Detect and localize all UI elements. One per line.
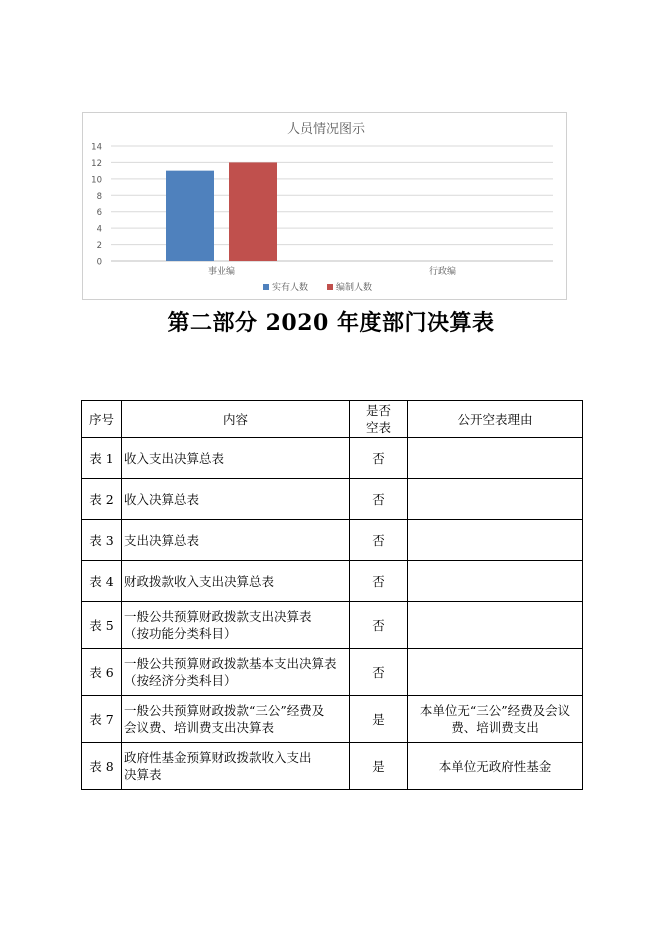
row-num: 表 5	[82, 602, 122, 649]
row-reason-line: 费、培训费支出	[451, 720, 539, 735]
header-num: 序号	[82, 401, 122, 438]
row-is-empty: 是	[350, 743, 408, 790]
row-content	[122, 602, 350, 649]
y-tick-label: 14	[91, 142, 102, 153]
row-content-line: 会议费、培训费支出决算表	[124, 720, 275, 735]
row-is-empty: 否	[350, 649, 408, 696]
legend-label: 实有人数	[272, 283, 309, 293]
table-header-row	[82, 401, 583, 438]
y-tick-label: 0	[96, 257, 102, 268]
row-content-line: 一般公共预算财政拨款“三公”经费及	[124, 703, 325, 718]
table-row	[82, 561, 583, 602]
row-num: 表 8	[82, 743, 122, 790]
staff-chart	[82, 112, 567, 300]
row-content-line: 财政拨款收入支出决算总表	[124, 573, 275, 589]
y-tick-label: 12	[91, 158, 102, 169]
bar-authorized-0	[229, 162, 277, 261]
header-reason: 公开空表理由	[408, 401, 583, 438]
row-content-line: 决算表	[124, 767, 162, 782]
row-reason	[408, 602, 583, 649]
row-is-empty: 否	[350, 479, 408, 520]
y-tick-label: 6	[96, 208, 102, 219]
row-reason-line: 本单位无“三公”经费及会议	[419, 703, 571, 718]
row-reason	[408, 696, 583, 743]
row-content-line: 支出决算总表	[124, 532, 200, 548]
row-reason	[408, 479, 583, 520]
chart-title: 人员情况图示	[286, 122, 366, 137]
row-content-line: （按经济分类科目）	[124, 673, 237, 688]
row-content-line: 政府性基金预算财政拨款收入支出	[124, 750, 312, 765]
row-content-line: 一般公共预算财政拨款基本支出决算表	[124, 656, 337, 671]
row-content-line: 一般公共预算财政拨款支出决算表	[124, 609, 312, 624]
legend-swatch	[327, 284, 333, 290]
x-category-label: 事业编	[207, 267, 236, 277]
row-content	[122, 438, 350, 479]
table-row	[82, 649, 583, 696]
table-row	[82, 743, 583, 790]
x-category-label: 行政编	[428, 267, 457, 277]
row-reason	[408, 649, 583, 696]
row-content	[122, 479, 350, 520]
row-content	[122, 649, 350, 696]
row-reason-line: 本单位无政府性基金	[438, 758, 552, 774]
staff-bar-chart	[83, 113, 568, 301]
row-num: 表 7	[82, 696, 122, 743]
row-content-line: （按功能分类科目）	[124, 626, 237, 641]
y-tick-label: 8	[96, 191, 102, 202]
row-reason	[408, 520, 583, 561]
row-num: 表 4	[82, 561, 122, 602]
header-is-empty	[350, 401, 408, 438]
table-row	[82, 520, 583, 561]
legend-label: 编制人数	[336, 283, 373, 293]
header-is-empty-line2: 空表	[365, 420, 391, 435]
row-num: 表 2	[82, 479, 122, 520]
row-is-empty: 否	[350, 602, 408, 649]
row-num: 表 6	[82, 649, 122, 696]
row-num: 表 1	[82, 438, 122, 479]
y-tick-label: 10	[91, 175, 102, 186]
y-tick-label: 2	[96, 241, 102, 252]
final-accounts-table	[81, 400, 583, 790]
row-content	[122, 520, 350, 561]
row-is-empty: 否	[350, 438, 408, 479]
y-tick-label: 4	[96, 224, 102, 235]
header-content: 内容	[122, 401, 350, 438]
table-row	[82, 479, 583, 520]
row-content	[122, 696, 350, 743]
row-content-line: 收入决算总表	[124, 491, 200, 507]
header-is-empty-line1: 是否	[365, 403, 391, 418]
table-row	[82, 602, 583, 649]
legend-swatch	[263, 284, 269, 290]
section-title: 第二部分 2020 年度部门决算表	[167, 310, 495, 336]
row-is-empty: 是	[350, 696, 408, 743]
bar-actual-0	[166, 171, 214, 261]
row-num: 表 3	[82, 520, 122, 561]
row-is-empty: 否	[350, 520, 408, 561]
row-is-empty: 否	[350, 561, 408, 602]
table-row	[82, 696, 583, 743]
row-reason	[408, 561, 583, 602]
row-reason	[408, 438, 583, 479]
row-content	[122, 561, 350, 602]
table-row	[82, 438, 583, 479]
row-reason	[408, 743, 583, 790]
row-content-line: 收入支出决算总表	[124, 450, 225, 466]
row-content	[122, 743, 350, 790]
